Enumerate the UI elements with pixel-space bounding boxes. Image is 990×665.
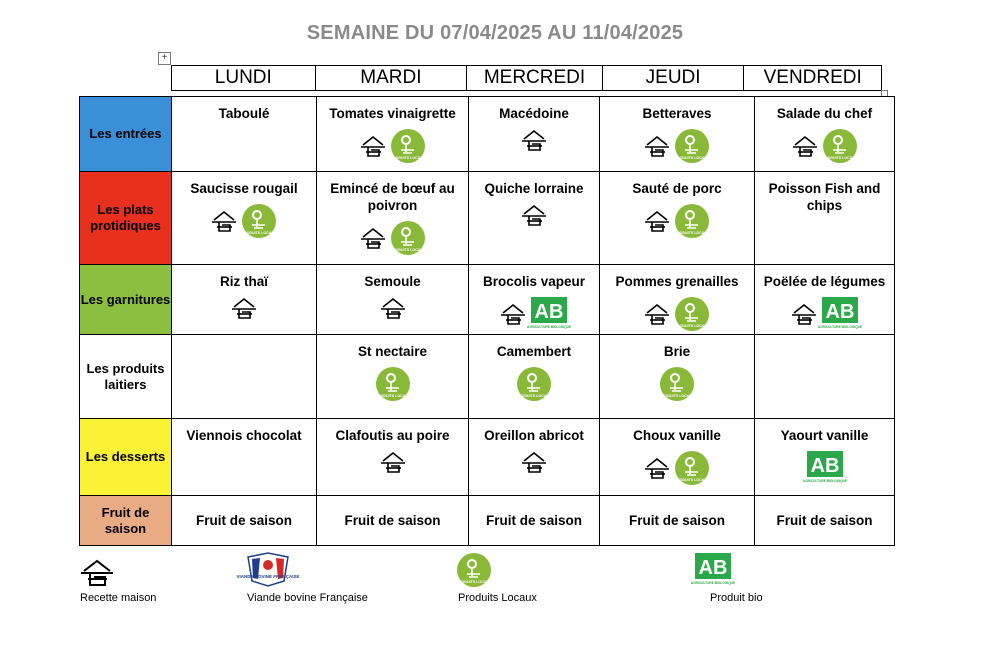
ab-sub-text: AGRICULTURE BIOLOGIQUE — [690, 581, 736, 585]
dish-labels — [469, 366, 599, 402]
menu-cell — [600, 265, 755, 335]
day-header-wednesday: MERCREDI — [467, 66, 603, 90]
dish-name: Pommes grenailles — [615, 274, 739, 289]
dish-name: Viennois chocolat — [186, 428, 302, 443]
menu-cell — [755, 496, 895, 546]
menu-cell — [600, 97, 755, 172]
menu-cell — [600, 172, 755, 265]
svg-text:AGRICULTURE BIOLOGIQUE: AGRICULTURE BIOLOGIQUE — [817, 325, 862, 329]
dish-labels — [469, 203, 599, 227]
dish-name: Macédoine — [499, 106, 569, 121]
house-icon — [644, 302, 670, 326]
category-label: Les produits laitiers — [80, 335, 172, 419]
house-icon — [644, 134, 670, 158]
menu-cell — [469, 419, 600, 496]
house-icon — [644, 456, 670, 480]
dish-labels — [600, 366, 754, 402]
svg-text:PRODUITS LOCAUX: PRODUITS LOCAUX — [375, 394, 410, 398]
menu-cell — [469, 496, 600, 546]
legend — [0, 551, 990, 611]
svg-text:PRODUITS LOCAUX: PRODUITS LOCAUX — [390, 248, 425, 252]
house-icon — [521, 128, 547, 152]
house-icon — [521, 450, 547, 474]
dish-name: Brocolis vapeur — [482, 274, 586, 289]
dish-labels — [755, 450, 894, 486]
menu-cell — [755, 97, 895, 172]
menu-table — [79, 96, 895, 546]
menu-cell — [600, 419, 755, 496]
ab-text: AB — [698, 557, 728, 579]
dish-name: Betteraves — [642, 106, 712, 121]
svg-text:AB: AB — [810, 455, 839, 477]
dish-labels — [755, 296, 894, 332]
dish-labels — [172, 296, 316, 320]
menu-cell — [172, 265, 317, 335]
svg-text:PRODUITS LOCAUX: PRODUITS LOCAUX — [674, 156, 710, 160]
dish-labels — [317, 128, 468, 164]
dish-labels — [317, 366, 468, 402]
category-label: Les entrées — [80, 97, 172, 172]
menu-cell — [469, 335, 600, 419]
dish-name: Fruit de saison — [344, 513, 441, 528]
menu-cell — [317, 419, 469, 496]
svg-text:PRODUITS LOCAUX: PRODUITS LOCAUX — [674, 324, 710, 328]
dish-name: Clafoutis au poire — [335, 428, 450, 443]
dish-labels — [600, 128, 754, 164]
local-products-icon — [375, 366, 411, 402]
category-label: Les garnitures — [80, 265, 172, 335]
menu-cell — [755, 419, 895, 496]
dish-labels — [172, 203, 316, 239]
house-icon — [360, 226, 386, 250]
house-icon — [791, 302, 817, 326]
dish-name: Saucisse rougail — [190, 181, 298, 196]
svg-text:PRODUITS LOCAUX: PRODUITS LOCAUX — [241, 231, 277, 235]
menu-cell — [317, 97, 469, 172]
category-label: Les desserts — [80, 419, 172, 496]
menu-cell — [317, 335, 469, 419]
svg-text:AGRICULTURE BIOLOGIQUE: AGRICULTURE BIOLOGIQUE — [526, 325, 572, 329]
dish-labels — [755, 128, 894, 164]
dish-labels — [317, 450, 468, 474]
svg-text:PRODUITS LOCAUX: PRODUITS LOCAUX — [674, 478, 710, 482]
category-label: Les plats protidiques — [80, 172, 172, 265]
menu-cell — [755, 335, 895, 419]
local-products-icon — [390, 128, 426, 164]
menu-cell — [469, 97, 600, 172]
dish-name: Riz thaï — [219, 274, 268, 289]
local-products-icon — [674, 128, 710, 164]
dish-name: Fruit de saison — [776, 513, 873, 528]
dish-labels — [469, 450, 599, 474]
dish-labels — [317, 220, 468, 256]
menu-cell — [317, 265, 469, 335]
dish-name: Fruit de saison — [485, 513, 583, 528]
menu-cell — [172, 335, 317, 419]
house-icon — [521, 203, 547, 227]
local-products-icon — [674, 296, 710, 332]
menu-cell — [755, 265, 895, 335]
dish-name: Sauté de porc — [632, 181, 722, 196]
vbf-icon — [236, 551, 300, 590]
dish-name: Taboulé — [218, 106, 270, 121]
legend-label-house: Recette maison — [80, 592, 157, 604]
local-products-icon — [674, 203, 710, 239]
house-icon — [644, 209, 670, 233]
dish-labels — [469, 296, 599, 332]
house-icon — [231, 296, 257, 320]
table-move-handle[interactable]: + — [158, 52, 171, 65]
svg-text:PRODUITS LOCAUX: PRODUITS LOCAUX — [516, 394, 552, 398]
dish-labels — [317, 296, 468, 320]
dish-name: Brie — [663, 344, 691, 359]
dish-name: Camembert — [496, 344, 572, 359]
house-icon — [80, 557, 114, 587]
menu-row — [80, 172, 895, 265]
house-icon — [500, 302, 526, 326]
menu-cell — [172, 172, 317, 265]
dish-name: Tomates vinaigrette — [329, 106, 456, 121]
menu-cell — [172, 419, 317, 496]
dish-name: Fruit de saison — [628, 513, 726, 528]
dish-name: Fruit de saison — [195, 513, 293, 528]
page-title: SEMAINE DU 07/04/2025 AU 11/04/2025 — [306, 22, 684, 44]
organic-ab-icon — [802, 450, 847, 486]
dish-name — [172, 335, 316, 343]
menu-cell — [317, 496, 469, 546]
menu-row — [80, 335, 895, 419]
local-products-icon — [674, 450, 710, 486]
house-icon — [360, 134, 386, 158]
day-header-tuesday: MARDI — [316, 66, 468, 90]
menu-row — [80, 496, 895, 546]
local-products-icon — [659, 366, 695, 402]
svg-text:PRODUITS LOCAUX: PRODUITS LOCAUX — [674, 231, 710, 235]
svg-text:PRODUITS LOCAUX: PRODUITS LOCAUX — [659, 394, 695, 398]
dish-name: Quiche lorraine — [484, 181, 584, 196]
dish-name: Emincé de bœuf au poivron — [330, 181, 455, 213]
organic-ab-icon — [526, 296, 572, 332]
menu-cell — [317, 172, 469, 265]
svg-text:PRODUITS LOCAUX: PRODUITS LOCAUX — [390, 156, 425, 160]
organic-ab-icon — [817, 296, 862, 332]
dish-name — [755, 335, 894, 343]
dish-name: Oreillon abricot — [484, 428, 584, 443]
house-icon — [792, 134, 818, 158]
svg-text:PRODUITS LOCAUX: PRODUITS LOCAUX — [822, 156, 857, 160]
day-header-monday: LUNDI — [172, 66, 316, 90]
dish-name: St nectaire — [357, 344, 428, 359]
house-icon — [380, 450, 406, 474]
dish-name: Semoule — [364, 274, 421, 289]
dish-labels — [600, 296, 754, 332]
svg-text:AGRICULTURE BIOLOGIQUE: AGRICULTURE BIOLOGIQUE — [802, 479, 847, 483]
house-icon — [211, 209, 237, 233]
menu-cell — [172, 496, 317, 546]
local-products-icon — [390, 220, 426, 256]
svg-text:AB: AB — [825, 301, 854, 323]
dish-name: Poisson Fish and chips — [768, 181, 881, 213]
menu-cell — [469, 172, 600, 265]
legend-label-bio: Produit bio — [710, 592, 763, 604]
dish-name: Choux vanille — [633, 428, 721, 443]
day-header-friday: VENDREDI — [763, 67, 862, 88]
local-icon-text: PRODUITS LOCAUX — [456, 580, 492, 584]
local-products-icon — [822, 128, 858, 164]
local-products-icon — [241, 203, 277, 239]
vbf-icon-text: VIANDE BOVINE FRANÇAISE — [236, 574, 300, 579]
dish-labels — [469, 128, 599, 152]
legend-label-vbf: Viande bovine Française — [247, 592, 368, 604]
menu-row — [80, 265, 895, 335]
menu-row — [80, 419, 895, 496]
category-label: Fruit de saison — [80, 496, 172, 546]
dish-name: Salade du chef — [776, 106, 873, 121]
legend-house-icon — [80, 557, 114, 590]
menu-row — [80, 97, 895, 172]
svg-text:AB: AB — [534, 301, 564, 323]
legend-local-products-icon — [456, 552, 492, 591]
dish-name: Yaourt vanille — [780, 428, 869, 443]
dish-labels — [600, 450, 754, 486]
menu-cell — [172, 97, 317, 172]
dish-name: Poëlée de légumes — [763, 274, 886, 289]
local-products-icon — [516, 366, 552, 402]
menu-cell — [469, 265, 600, 335]
menu-cell — [600, 335, 755, 419]
legend-label-local: Produits Locaux — [458, 592, 537, 604]
menu-cell — [755, 172, 895, 265]
legend-organic-ab-icon — [690, 552, 736, 591]
menu-cell — [600, 496, 755, 546]
day-header-row — [171, 65, 882, 91]
house-icon — [380, 296, 406, 320]
dish-labels — [600, 203, 754, 239]
day-header-thursday: JEUDI — [603, 66, 745, 90]
